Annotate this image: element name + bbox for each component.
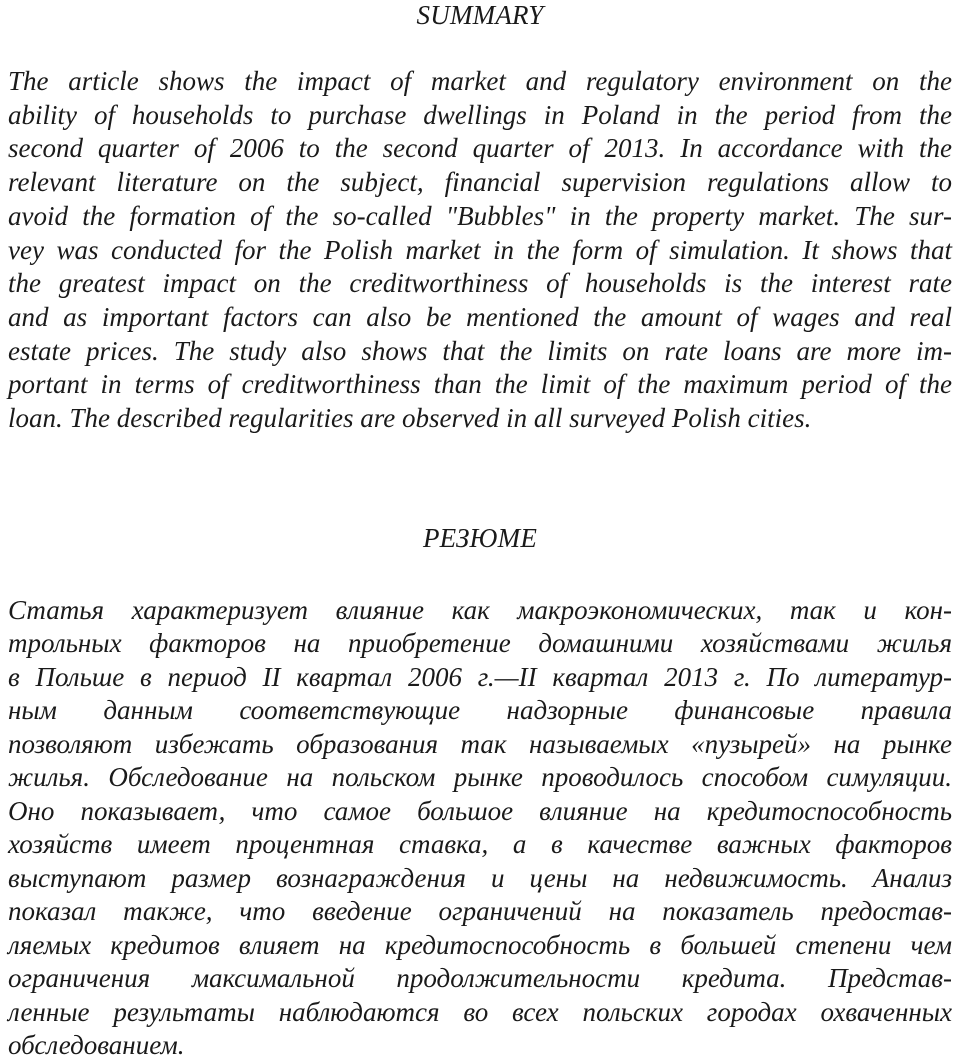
document-page [8,0,952,1063]
summary-text-line: portant in terms of creditworthiness than the limit of the maximum period of the [8,369,952,400]
resume-text-line: ограничения максимальной продолжительности кредита. Представ- [8,963,952,994]
resume-heading: РЕЗЮМЕ [422,522,538,553]
summary-text-line: relevant literature on the subject, financial supervision regulations allow to [8,167,952,198]
resume-text-line: ным данным соответствующие надзорные финансовые правила [8,695,952,726]
resume-text-line: хозяйств имеет процентная ставка, а в качестве важных факторов [8,829,952,860]
resume-text-line: показал также, что введение ограничений на показатель предостав- [8,896,952,927]
summary-text-line: loan. The described regularities are observed in all surveyed Polish cities. [8,403,812,434]
summary-text-line: vey was conducted for the Polish market in the form of simulation. It shows that [8,234,952,265]
resume-text-line: трольных факторов на приобретение домашними хозяйствами жилья [8,628,952,659]
resume-text-line: Оно показывает, что самое большое влияние на кредитоспособность [8,795,952,826]
resume-text-line: Статья характеризует влияние как макроэкономических, так и кон- [8,594,952,625]
summary-text-line: second quarter of 2006 to the second quarter of 2013. In accordance with the [8,133,952,164]
resume-text-line: в Польше в период II квартал 2006 г.—II квартал 2013 г. По литератур- [8,661,952,692]
resume-text-line: обследованием. [8,1030,185,1061]
summary-text-line: The article shows the impact of market and regulatory environment on the [8,66,952,96]
resume-text-line: жилья. Обследование на польском рынке проводилось способом симуляции. [8,762,952,793]
summary-paragraph [8,65,952,436]
resume-paragraph [8,594,952,1063]
summary-text-line: ability of households to purchase dwellings in Poland in the period from the [8,99,952,130]
summary-text-line: and as important factors can also be mentioned the amount of wages and real [8,301,952,332]
summary-heading: SUMMARY [416,0,544,30]
summary-text-line: estate prices. The study also shows that the limits on rate loans are more im- [8,335,952,366]
resume-text-line: ляемых кредитов влияет на кредитоспособность в большей степени чем [8,929,952,960]
resume-text-line: выступают размер вознаграждения и цены на недвижимость. Анализ [8,862,952,893]
resume-text-line: позволяют избежать образования так называемых «пузырей» на рынке [8,728,952,759]
summary-text-line: avoid the formation of the so-called "Bubbles" in the property market. The sur- [8,200,952,231]
summary-text-line: the greatest impact on the creditworthiness of households is the interest rate [8,268,952,299]
resume-text-line: ленные результаты наблюдаются во всех польских городах охваченных [8,996,952,1027]
